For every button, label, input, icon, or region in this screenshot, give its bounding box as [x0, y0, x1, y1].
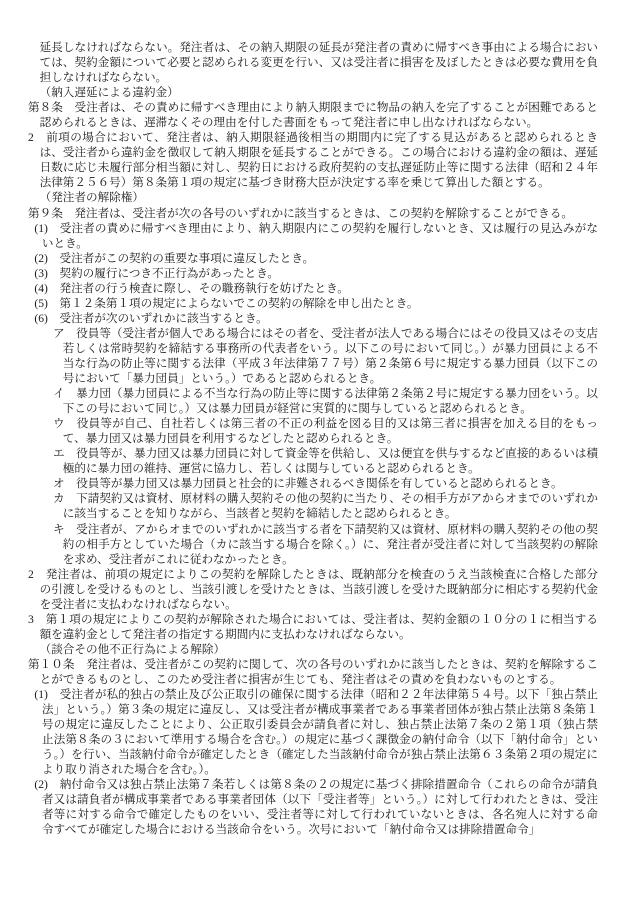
- article-9-paragraph-3: 3 第１項の規定によりこの契約が解除された場合においては、受注者は、契約金額の１０分の１に相当する額を違約金として発注者の指定する期間内に支払わなければならない。: [28, 612, 598, 641]
- heading-late-delivery-penalty: （納入遅延による違約金）: [39, 86, 179, 100]
- article-9-paragraph-2: 2 発注者は、前項の規定によりこの契約を解除したときは、既納部分を検査のうえ当該検査に合格した部分の引渡しを受けるものとし、当該引渡しを受けたときは、当該引渡しを受けた既納部分に相応する契約代金を受注者に支払わなければならない。: [28, 567, 598, 611]
- article-9-item-2: (2) 受注者がこの契約の重要な事項に違反したとき。: [34, 251, 315, 265]
- article-9-item-6: (6) 受注者が次のいずれかに該当するとき。: [34, 311, 268, 325]
- article-10-item-2: (2) 納付命令又は独占禁止法第７条若しくは第８条の２の規定に基づく排除措置命令（これらの命令が請負者又は請負者が構成事業者である事業者団体（以下「受注者等」という。）に対して行われたときは、受注者等に対する命令で確定したものをいい、受注者等に対して行われていないときは、各名宛人に対する命令すべてが確定した場合における当該命令をいう。次号において「納付命令又は排除措置命令」: [34, 778, 598, 837]
- article-8-paragraph-1: 第８条 受注者は、その責めに帰すべき理由により納入期限までに物品の納入を完了することが困難であると認められるときは、遅滞なくその理由を付した書面をもって発注者に申し出なければならない。: [28, 101, 598, 130]
- article-9-item-6-sub-o: オ 役員等が暴力団又は暴力団員と社会的に非難されるべき関係を有していると認められるとき。: [52, 477, 563, 491]
- article-9-item-6-sub-e: エ 役員等が、暴力団又は暴力団員に対して資金等を供給し、又は便宜を供与するなど直接的あるいは積極的に暴力団の維持、運営に協力し、若しくは関与していると認められるとき。: [52, 447, 598, 476]
- article-7-continuation-paragraph: 延長しなければならない。発注者は、その納入期限の延長が発注者の責めに帰すべき事由による場合においては、契約金額について必要と認められる変更を行い、又は受注者に損害を及ぼしたときは必要な費用を負担しなければならない。: [39, 41, 598, 85]
- article-9-item-1: (1) 受注者の責めに帰すべき理由により、納入期限内にこの契約を履行しないとき、又は履行の見込みがないとき。: [34, 221, 598, 250]
- article-9-item-4: (4) 発注者の行う検査に際し、その職務執行を妨げたとき。: [34, 281, 349, 295]
- article-8-paragraph-2: 2 前項の場合において、発注者は、納入期限経過後相当の期間内に完了する見込があると認められるときは、受注者から違約金を徴収して納入期限を延長することができる。この場合における違約金の額は、遅延日数に応じ未履行部分相当額に対し、契約日における政府契約の支払遅延防止等に関する法律（昭和２４年法律第２５６号）第８条第１項の規定に基づき財務大臣が決定する率を乗じて算出した額とする。: [28, 131, 598, 190]
- article-10-paragraph-1: 第１０条 発注者は、受注者がこの契約に関して、次の各号のいずれかに該当したときは、契約を解除することができるものとし、このため受注者に損害が生じても、発注者はその責めを負わないものとする。: [28, 657, 598, 686]
- article-9-item-3: (3) 契約の履行につき不正行為があったとき。: [34, 266, 279, 280]
- article-9-item-6-sub-ki: キ 受注者が、アからオまでのいずれかに該当する者を下請契約又は資材、原材料の購入契約その他の契約の相手方としていた場合（カに該当する場合を除く。）に、発注者が受注者に対して当該契約の解除を求め、受注者がこれに従わなかったとき。: [52, 522, 598, 566]
- article-10-item-1: (1) 受注者が私的独占の禁止及び公正取引の確保に関する法律（昭和２２年法律第５４号。以下「独占禁止法」という。）第３条の規定に違反し、又は受注者が構成事業者である事業者団体が独占禁止法第８条第１号の規定に違反したことにより、公正取引委員会が請負者に対し、独占禁止法第７条の２第１項（独占禁止法第８条の３において準用する場合を含む。）の規定に基づく課徴金の納付命令（以下「納付命令」という。）を行い、当該納付命令が確定したとき（確定した当該納付命令が独占禁止法第６３条第２項の規定により取り消された場合を含む。）。: [34, 688, 598, 777]
- heading-orderer-cancellation-right: （発注者の解除権）: [39, 191, 144, 205]
- article-9-item-6-sub-ka: カ 下請契約又は資材、原材料の購入契約その他の契約に当たり、その相手方がアからオまでのいずれかに該当することを知りながら、当該者と契約を締結したと認められるとき。: [52, 492, 598, 521]
- article-9-paragraph-1: 第９条 発注者は、受注者が次の各号のいずれかに該当するときは、この契約を解除することができる。: [28, 206, 573, 220]
- article-9-item-6-sub-i: イ 暴力団（暴力団員による不当な行為の防止等に関する法律第２条第２号に規定する暴力団をいう。以下この号において同じ。）又は暴力団員が経営に実質的に関与していると認められるとき。: [52, 387, 598, 416]
- article-9-item-6-sub-a: ア 役員等（受注者が個人である場合にはその者を、受注者が法人である場合にはその役員又はその支店若しくは常時契約を締結する事務所の代表者をいう。以下この号において同じ。）が暴力団員による不当な行為の防止等に関する法律（平成３年法律第７７号）第２条第６号に規定する暴力団員（以下この号において「暴力団員」という。）であると認められるとき。: [52, 326, 598, 386]
- article-9-item-5: (5) 第１２条第１項の規定によらないでこの契約の解除を申し出たとき。: [34, 296, 419, 310]
- article-9-item-6-sub-u: ウ 役員等が自己、自社若しくは第三者の不正の利益を図る目的又は第三者に損害を加える目的をもって、暴力団又は暴力団員を利用するなどしたと認められるとき。: [52, 417, 598, 446]
- heading-bid-rigging-cancellation: （談合その他不正行為による解除）: [39, 642, 226, 656]
